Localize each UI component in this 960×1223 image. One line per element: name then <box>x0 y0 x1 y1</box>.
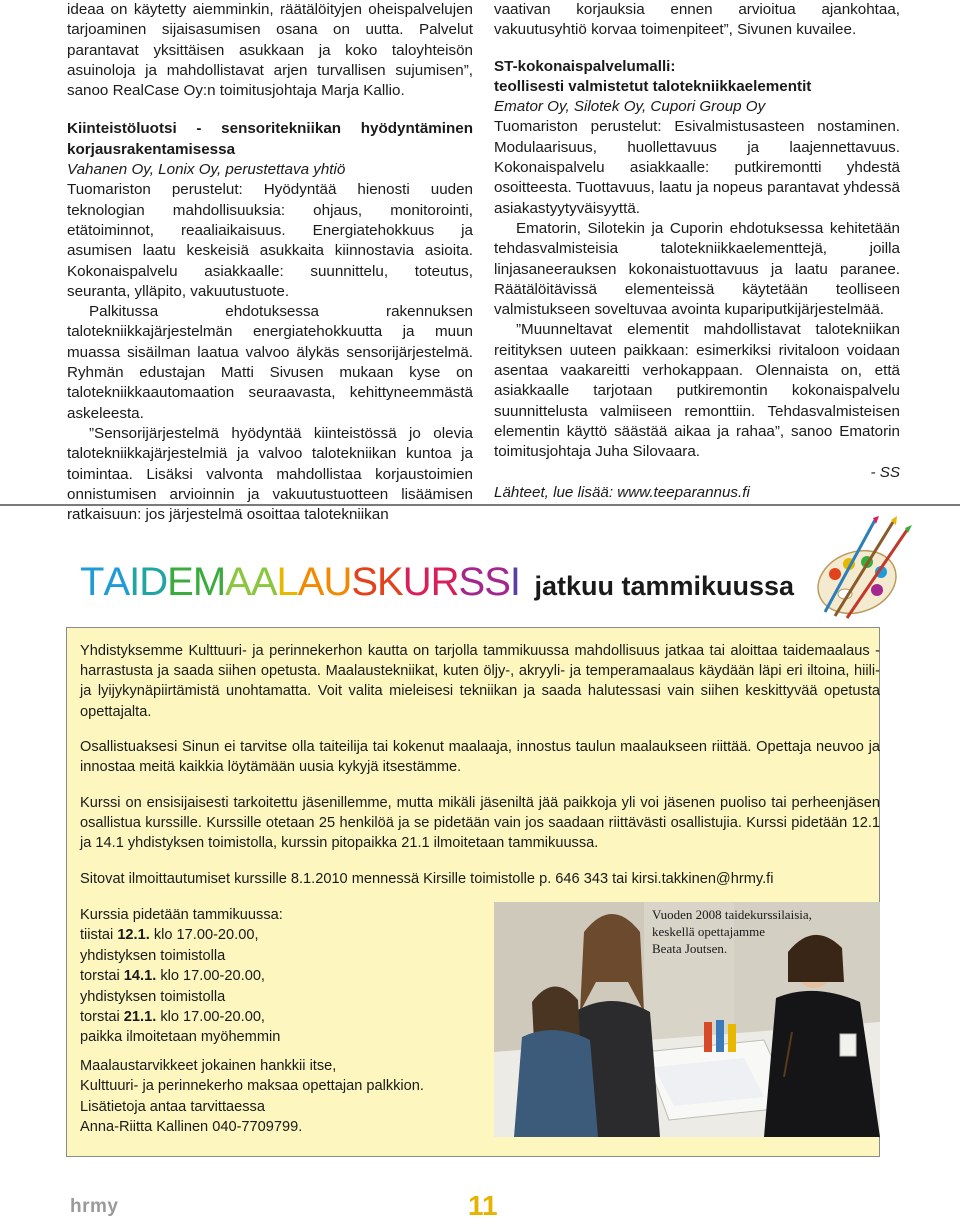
title-letter: A <box>225 560 251 604</box>
left-paragraph-4: ”Sensorijärjestelmä hyödyntää kiinteistössä jo olevia talotekniikkajärjestelmiä ja valvoo talotekniikan kuntoa ja toimintaa. Lisäksi valvonta mahdollistaa korjaustoimien onnistumisen arvioinnin ja vakuutustuotteen lisäämisen ratkaisuun: jos järjestelmä osoittaa talotekniikan <box>67 424 473 524</box>
title-letter: D <box>139 560 168 604</box>
right-paragraph-2: Tuomariston perustelut: Esivalmistusasteen nostaminen. Modulaarisuus, huollettavuus ja laajennettavuus. Kokonaispalvelu asiakkaalle: putkiremontti yhdestä osoitteesta. Tuottavuus, laatu ja nopeus parantavat yhdessä asiakastyytyväisyyttä. <box>494 118 900 217</box>
photo-caption-line-1: Vuoden 2008 taidekurssilaisia, <box>652 907 812 922</box>
box-text-registration: Sitovat ilmoittautumiset kurssille 8.1.2010 mennessä Kirsille toimistolle p. 646 343 tai kirsi.takkinen@hrmy.fi <box>80 871 774 887</box>
article-signature: - SS <box>870 463 900 481</box>
box-text-intro: Yhdistyksemme Kulttuuri- ja perinnekerhon kautta on tarjolla tammikuussa mahdollisuus jatkaa tai aloittaa taidemaalaus -harrastusta ja saada siihen opetusta. Maalaustekniikat, kuten öljy-, akryyli- ja temperamaalaus käydään läpi eri iltoina, hiili- ja lyijykynäpiirtämistä unohtamatta. Voit valita mieleisesi tekniikan ja saada halutessasi vain siihen keskittyvää opetusta opettajalta. <box>80 643 880 720</box>
materials-line-4: Anna-Riitta Kallinen 040-7709799. <box>80 1118 303 1135</box>
schedule-day: torstai <box>80 1009 124 1026</box>
palette-brushes-icon <box>805 516 915 626</box>
schedule-time: klo 17.00-20.00, <box>156 968 265 985</box>
schedule-place-1: yhdistyksen toimistolla <box>80 947 226 964</box>
title-letter: E <box>167 560 193 604</box>
brand-logo: hrmy <box>70 1196 119 1217</box>
box-paragraph-1 <box>80 641 880 722</box>
title-letter: L <box>276 560 298 604</box>
schedule-session-2 <box>80 966 480 986</box>
title-letter: S <box>351 560 378 604</box>
box-paragraph-2 <box>80 737 880 777</box>
title-letter: K <box>377 560 403 604</box>
schedule-date: 12.1. <box>117 927 150 944</box>
box-paragraph-4 <box>80 869 880 889</box>
title-letter: S <box>458 560 485 604</box>
left-paragraph-1: ideaa on käytetty aiemminkin, räätälöityjen oheispalvelujen tarjoaminen sijaisasumisen osana on uutta. Palvelut parantavat yksittäisen asukkaan ja koko taloyhteisön asuinoloja ja mahdollistavat arjen turvallisen sujumisen”, sanoo RealCase Oy:n toimitusjohtaja Marja Kallio. <box>67 1 473 100</box>
right-paragraph-1: vaativan korjauksia ennen arvioitua ajankohtaa, vakuutusyhtiö korvaa toimenpiteet”, Sivunen kuvailee. <box>494 1 900 39</box>
article-subheading-st: teollisesti valmistetut talotekniikkaelementit <box>494 77 812 95</box>
schedule-title: Kurssia pidetään tammikuussa: <box>80 907 283 923</box>
schedule-day: tiistai <box>80 927 118 944</box>
box-text-participation: Osallistuaksesi Sinun ei tarvitse olla taiteilija tai kokenut maalaaja, innostus taulun maalaukseen riittää. Opettaja neuvoo ja innostaa meitä kaikkia löytämään uusia kykyjä itsestämme. <box>80 739 880 776</box>
right-column <box>494 0 900 503</box>
section-divider <box>0 504 960 506</box>
box-text-eligibility: Kurssi on ensisijaisesti tarkoitettu jäsenillemme, mutta mikäli jäseniltä jää paikkoja yli voi jäsenen puoliso tai perheenjäsen osallistua kurssille. Kurssille otetaan 25 henkilöä ja se pidetään vain jos saadaan riittävästi osallistujia. Kurssi pidetään 12.1 ja 14.1 yhdistyksen toimistolla, kurssin pitopaikka 21.1 ilmoitetaan tammikuussa. <box>80 795 880 852</box>
title-letter: R <box>430 560 459 604</box>
title-letter: U <box>402 560 431 604</box>
photo-caption-line-3: Beata Joutsen. <box>652 941 728 956</box>
schedule-date: 21.1. <box>123 1009 157 1026</box>
right-paragraph-4: ”Muunneltavat elementit mahdollistavat talotekniikan reitityksen uuteen paikkaan: esimerkiksi rivitaloon voidaan asentaa vaakareitti verhokappaan. Olennaista on, että asiakkaalle tarjotaan putkiremontin kokonaispalvelu suunnittelusta valmiiseen remonttiin. Tehdasvalmisteisen elementin käyttö säästää aikaa ja rahaa”, sanoo Ematorin toimitusjohtaja Juha Silovaara. <box>494 321 900 461</box>
left-paragraph-2: Tuomariston perustelut: Hyödyntää hienosti uuden teknologian mahdollisuuksia: ohjaus, monitorointi, etätoiminnot, reaaliaikaisuus. Energiatehokkuus ja asumisen laatu keskeisiä asukkaita kiinnostavia asioita. Kokonaispalvelu asiakkaalle: suunnittelu, toteutus, seuranta, ylläpito, vakuutustuote. <box>67 181 473 300</box>
schedule-session-1 <box>80 925 480 945</box>
title-letter: S <box>484 560 510 604</box>
title-letter: M <box>192 560 226 604</box>
rainbow-course-title <box>80 560 520 604</box>
article-heading-kiinteistoluotsi: Kiinteistöluotsi - sensoritekniikan hyödyntäminen korjausrakentamisessa <box>67 120 473 158</box>
title-letter: I <box>509 560 521 604</box>
title-letter: A <box>297 560 324 604</box>
schedule-place-2: yhdistyksen toimistolla <box>80 988 226 1005</box>
materials-line-1: Maalaustarvikkeet jokainen hankkii itse, <box>80 1058 337 1074</box>
title-letter: A <box>103 560 130 604</box>
right-paragraph-3: Ematorin, Silotekin ja Cuporin ehdotuksessa kehitetään tehdasvalmisteisia talotekniikkaelementtejä, joilla linjasaneerauksen kokonaistuottavuus ja laatu paranee. Räätälöitävissä elementeissä käytetään teolliseen valmistukseen soveltuvaa avointa kupariputkijärjestelmää. <box>494 219 900 319</box>
schedule-date: 14.1. <box>123 968 157 985</box>
materials-line-3: Lisätietoja antaa tarvittaessa <box>80 1098 265 1115</box>
schedule-time: klo 17.00-20.00, <box>149 927 259 944</box>
banner-title <box>80 560 794 605</box>
title-letter: I <box>129 560 140 604</box>
title-letter: A <box>250 560 277 604</box>
materials-info <box>80 1056 480 1137</box>
schedule-session-3 <box>80 1007 480 1027</box>
box-paragraph-3 <box>80 793 880 854</box>
photo-caption <box>652 906 812 957</box>
materials-line-2: Kulttuuri- ja perinnekerho maksaa opettajan palkkion. <box>80 1078 424 1095</box>
article-heading-st-kokonaispalvelumalli: ST-kokonaispalvelumalli: <box>494 57 676 75</box>
schedule-place-3: paikka ilmoitetaan myöhemmin <box>80 1029 281 1046</box>
article-companies-left: Vahanen Oy, Lonix Oy, perustettava yhtiö <box>67 161 346 179</box>
left-column <box>67 0 473 525</box>
banner-subtitle: jatkuu tammikuussa <box>534 571 795 601</box>
article-source: Lähteet, lue lisää: www.teeparannus.fi <box>494 483 750 501</box>
course-schedule <box>80 905 480 1048</box>
page-number: 11 <box>468 1190 498 1221</box>
title-letter: U <box>323 560 352 604</box>
photo-caption-line-2: keskellä opettajamme <box>652 924 765 939</box>
title-letter: T <box>80 560 104 604</box>
left-paragraph-3: Palkitussa ehdotuksessa rakennuksen talotekniikkajärjestelmän energiatehokkuutta ja muun muassa sisäilman laatua valvoo älykäs sensorijärjestelmä. Ryhmän edustajan Matti Sivusen mukaan kyse on talotekniikkaautomaation seuraavasta, kehittyneemmästä askeleesta. <box>67 303 473 422</box>
article-companies-right: Emator Oy, Silotek Oy, Cupori Group Oy <box>494 98 766 116</box>
schedule-day: torstai <box>80 968 124 985</box>
schedule-time: klo 17.00-20.00, <box>156 1009 265 1026</box>
